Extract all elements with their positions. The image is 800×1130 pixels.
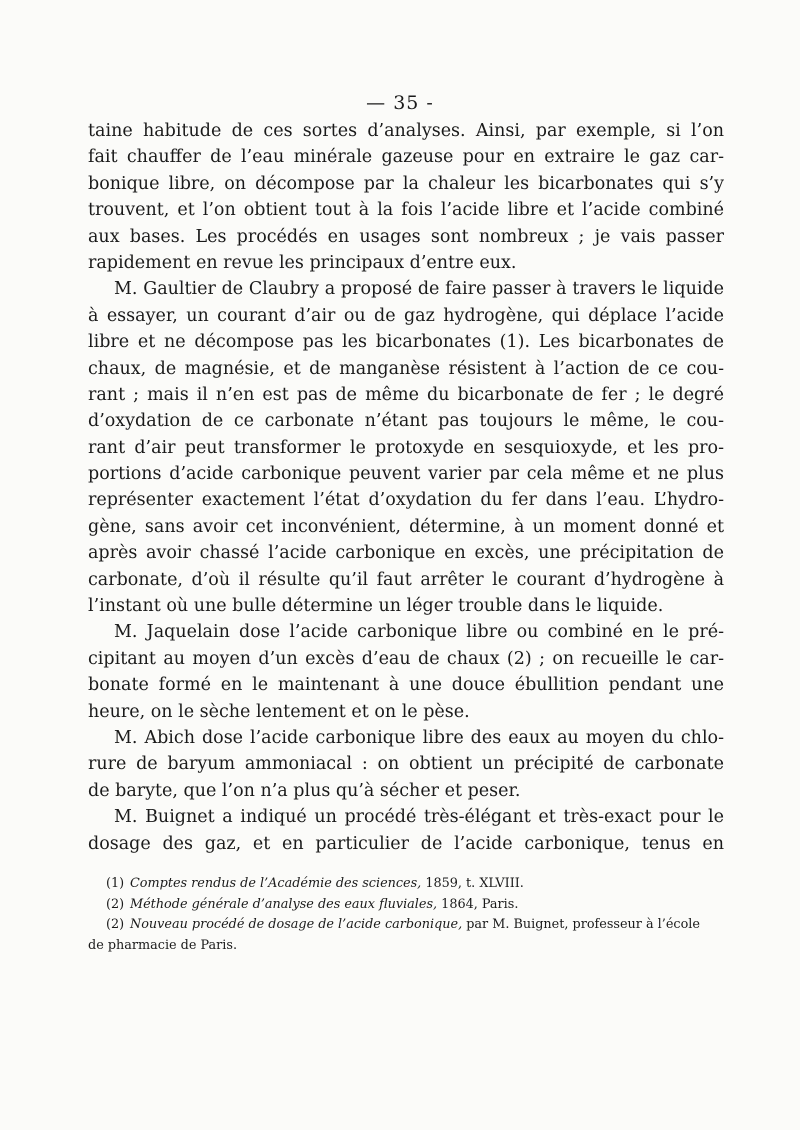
- footnote: [88, 936, 728, 957]
- footnote-title: Nouveau procédé de dosage de l’acide carbonique,: [130, 917, 463, 932]
- text-line: après avoir chassé l’acide carbonique en excès, une précipitation de: [88, 543, 724, 564]
- footnote-number: (2): [106, 917, 125, 932]
- footnote: [88, 874, 728, 895]
- text-line: bonate formé en le maintenant à une douce ébullition pendant une: [88, 675, 724, 696]
- footnote-number: (2): [106, 896, 125, 912]
- footnote-details: 1864, Paris.: [437, 896, 519, 912]
- footnote-title: Comptes rendus de l’Académie des sciences,: [130, 876, 422, 891]
- text-line: de baryte, que l’on n’a plus qu’à sécher et peser.: [88, 780, 521, 801]
- text-line: cipitant au moyen d’un excès d’eau de chaux (2) ; on recueille le car-: [88, 648, 724, 669]
- text-line: fait chauffer de l’eau minérale gazeuse pour en extraire le gaz car-: [88, 147, 724, 168]
- text-line: aux bases. Les procédés en usages sont nombreux ; je vais passer: [88, 226, 724, 247]
- footnote-details: de pharmacie de Paris.: [88, 937, 238, 953]
- footnote-details: 1859, t. XLVIII.: [421, 876, 524, 891]
- text-line: taine habitude de ces sortes d’analyses. Ainsi, par exemple, si l’on: [88, 121, 724, 141]
- text-line: rant ; mais il n’en est pas de même du bicarbonate de fer ; le degré: [88, 384, 724, 405]
- text-line: rure de baryum ammoniacal : on obtient un précipité de carbonate: [88, 754, 724, 775]
- body-text: [88, 118, 724, 857]
- text-line: représenter exactement l’état d’oxydation du fer dans l’eau. L’hydro-: [88, 490, 724, 511]
- text-line: M. Jaquelain dose l’acide carbonique libre ou combiné en le pré-: [114, 622, 724, 643]
- text-line: à essayer, un courant d’air ou de gaz hydrogène, qui déplace l’acide: [88, 305, 724, 326]
- text-line: carbonate, d’où il résulte qu’il faut arrêter le courant d’hydrogène à: [88, 569, 724, 590]
- text-line: M. Gaultier de Claubry a proposé de faire passer à travers le liquide: [114, 279, 724, 300]
- footnote: [88, 915, 728, 936]
- text-line: dosage des gaz, et en particulier de l’acide carbonique, tenus en: [88, 833, 724, 854]
- text-line: M. Abich dose l’acide carbonique libre des eaux au moyen du chlo-: [114, 727, 724, 748]
- text-line: bonique libre, on décompose par la chaleur les bicarbonates qui s’y: [88, 173, 724, 194]
- text-line: portions d’acide carbonique peuvent varier par cela même et ne plus: [88, 464, 724, 485]
- footnotes: [88, 874, 728, 956]
- text-line: gène, sans avoir cet inconvénient, détermine, à un moment donné et: [88, 516, 724, 537]
- text-line: d’oxydation de ce carbonate n’étant pas toujours le même, le cou-: [88, 411, 724, 432]
- text-line: M. Buignet a indiqué un procédé très-élégant et très-exact pour le: [114, 807, 724, 828]
- footnote: [88, 895, 728, 916]
- footnote-title: Méthode générale d’analyse des eaux fluviales,: [130, 896, 438, 912]
- page-number: — 35 -: [366, 92, 434, 114]
- footnote-details: par M. Buignet, professeur à l’école: [462, 917, 700, 932]
- text-line: rapidement en revue les principaux d’entre eux.: [88, 252, 517, 273]
- text-line: chaux, de magnésie, et de manganèse résistent à l’action de ce cou-: [88, 358, 724, 379]
- text-line: rant d’air peut transformer le protoxyde en sesquioxyde, et les pro-: [88, 437, 724, 458]
- footnote-number: (1): [106, 876, 125, 891]
- text-line: trouvent, et l’on obtient tout à la fois l’acide libre et l’acide combiné: [88, 200, 724, 221]
- text-line: libre et ne décompose pas les bicarbonates (1). Les bicarbonates de: [88, 332, 724, 353]
- text-line: l’instant où une bulle détermine un léger trouble dans le liquide.: [88, 596, 664, 617]
- text-line: heure, on le sèche lentement et on le pèse.: [88, 701, 470, 722]
